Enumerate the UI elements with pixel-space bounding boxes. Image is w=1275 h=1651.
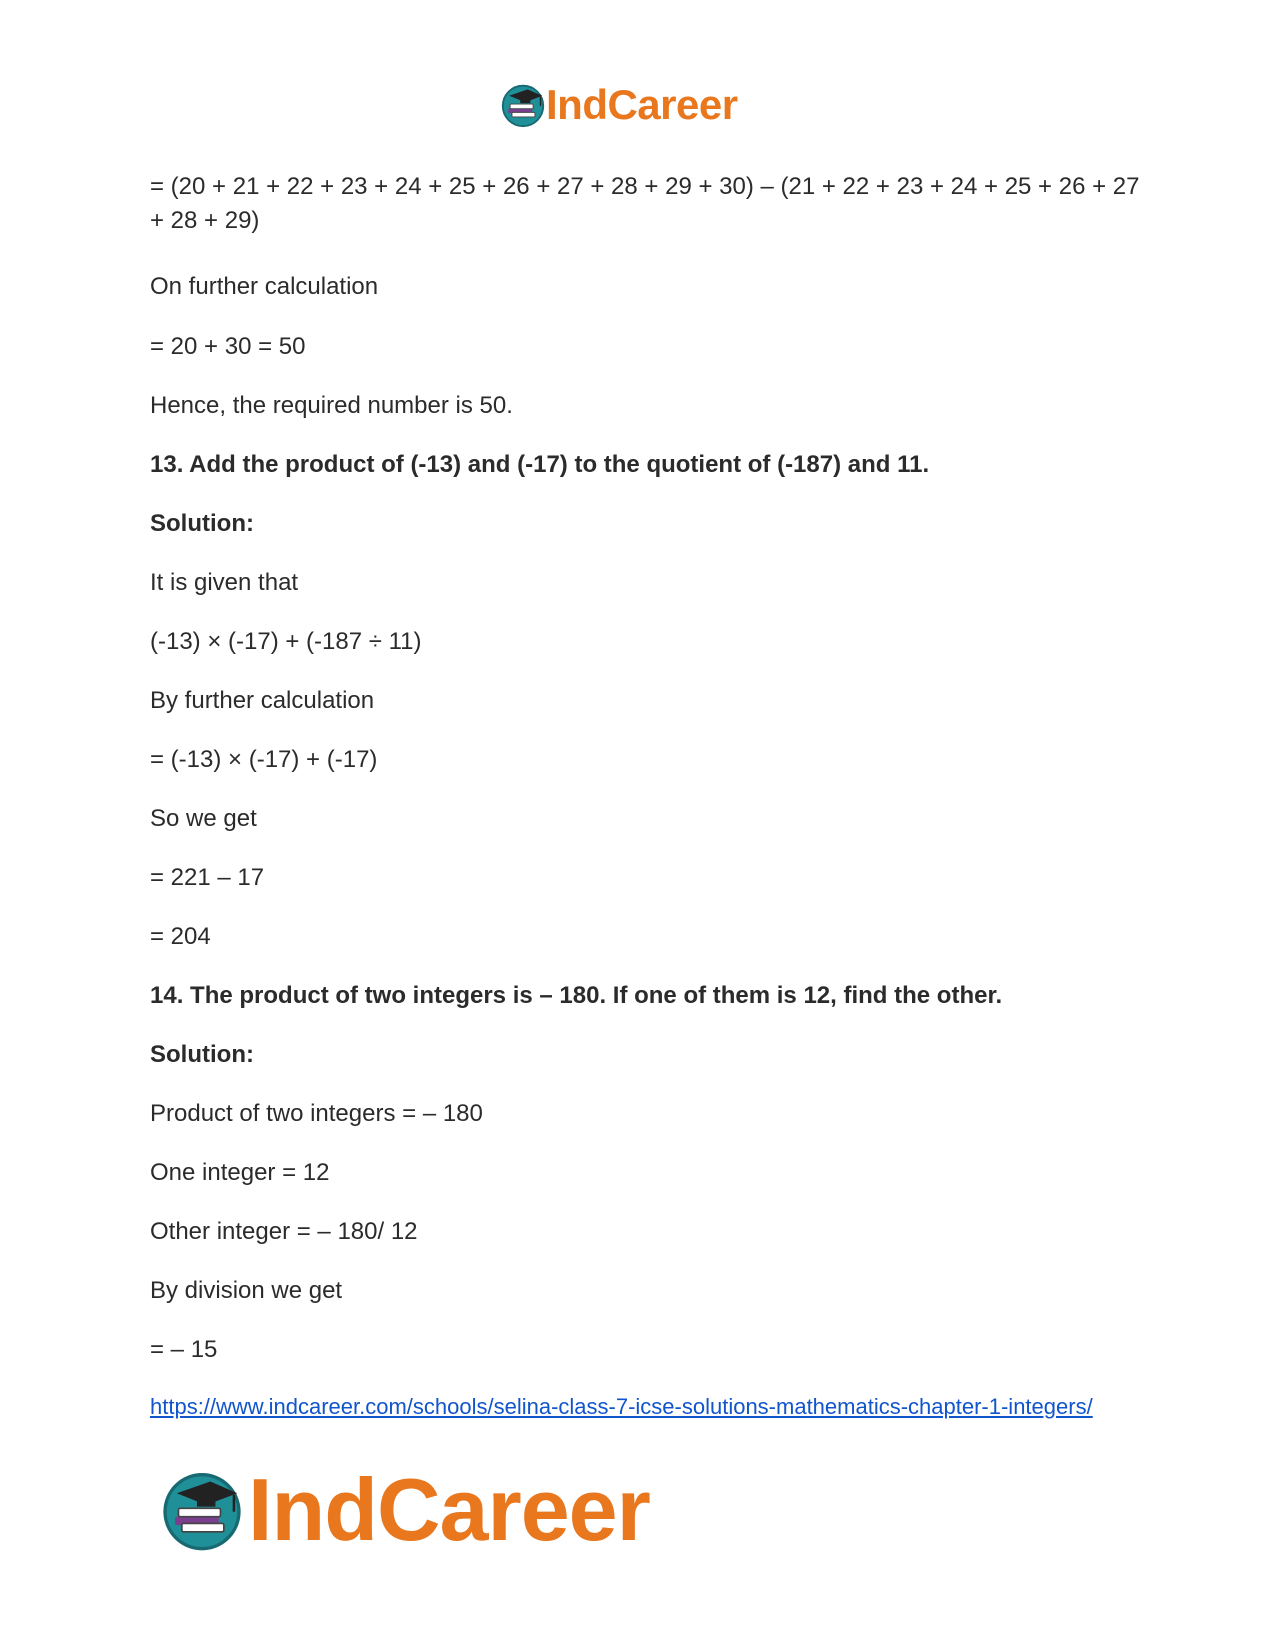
header-logo bbox=[500, 80, 738, 130]
logo-wordmark: IndCareer bbox=[546, 81, 738, 128]
question-heading: 13. Add the product of (-13) and (-17) to the quotient of (-187) and 11. bbox=[150, 451, 930, 478]
text-line: By further calculation bbox=[150, 687, 375, 714]
text-line: It is given that bbox=[150, 569, 299, 596]
solution-label: Solution: bbox=[150, 510, 254, 537]
equation-line: One integer = 12 bbox=[150, 1159, 330, 1186]
equation-line: = – 15 bbox=[150, 1336, 218, 1363]
graduation-book-icon bbox=[160, 1468, 244, 1552]
logo-wordmark: IndCareer bbox=[248, 1460, 650, 1559]
source-link[interactable]: https://www.indcareer.com/schools/selina-class-7-icse-solutions-mathematics-chapter-1-integers/ bbox=[150, 1394, 1093, 1419]
text-line: Hence, the required number is 50. bbox=[150, 392, 513, 419]
equation-line: (-13) × (-17) + (-187 ÷ 11) bbox=[150, 628, 422, 655]
text-line: By division we get bbox=[150, 1277, 343, 1304]
footer-logo bbox=[160, 1460, 650, 1559]
text-line: On further calculation bbox=[150, 273, 379, 300]
equation-line: Product of two integers = – 180 bbox=[150, 1100, 483, 1127]
text-line: So we get bbox=[150, 805, 257, 832]
equation-line: = 221 – 17 bbox=[150, 864, 265, 891]
graduation-book-icon bbox=[500, 82, 546, 128]
question-heading: 14. The product of two integers is – 180. If one of them is 12, find the other. bbox=[150, 982, 1003, 1009]
equation-line: = 204 bbox=[150, 923, 211, 950]
equation-line: = 20 + 30 = 50 bbox=[150, 333, 306, 360]
equation-line: = (20 + 21 + 22 + 23 + 24 + 25 + 26 + 27 + 28 + 29 + 30) – (21 + 22 + 23 + 24 + 25 + 26 + 27 + 28 + 29) bbox=[150, 173, 1140, 234]
solution-label: Solution: bbox=[150, 1041, 254, 1068]
equation-line: Other integer = – 180/ 12 bbox=[150, 1218, 418, 1245]
equation-line: = (-13) × (-17) + (-17) bbox=[150, 746, 378, 773]
